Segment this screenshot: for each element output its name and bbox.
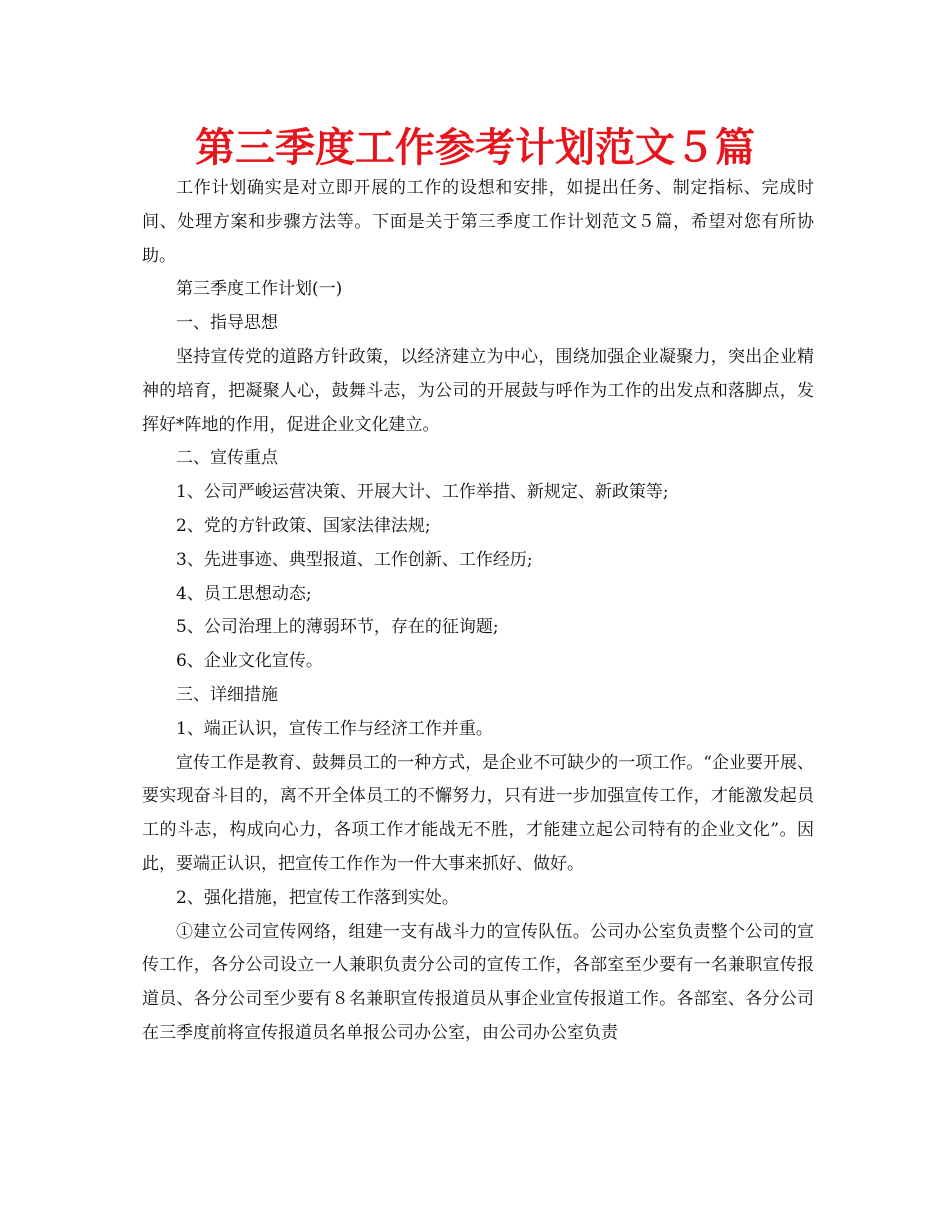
list-item: 4、员工思想动态; <box>176 583 312 604</box>
subsection-heading-2: 2、强化措施，把宣传工作落到实处。 <box>176 887 459 908</box>
paragraph-measure-2: ①建立公司宣传网络，组建一支有战斗力的宣传队伍。公司办公室负责整个公司的宣传工作，各分公司设立一人兼职负责分公司的宣传工作，各部室至少要有一名兼职宣传报道员、各分公司至少要有８名兼职宣传报道员从事企业宣传报道工作。各部室、各分公司在三季度前将宣传报道员名单报公司办公室，由公司办公室负责 <box>142 921 814 1043</box>
document-body <box>142 172 814 1051</box>
subsection-heading-1: 1、端正认识，宣传工作与经济工作并重。 <box>176 718 493 739</box>
section-heading-guiding-ideology: 一、指导思想 <box>176 313 278 334</box>
list-item: 1、公司严峻运营决策、开展大计、工作举措、新规定、新政策等; <box>176 482 669 503</box>
list-item: 3、先进事迹、典型报道、工作创新、工作经历; <box>176 549 533 570</box>
document-title: 第三季度工作参考计划范文５篇 <box>195 125 755 171</box>
list-item: 2、党的方针政策、国家法律法规; <box>176 515 431 536</box>
section-heading-plan-1: 第三季度工作计划(一) <box>176 279 343 300</box>
list-item: 5、公司治理上的薄弱环节，存在的征询题; <box>176 617 499 638</box>
section-heading-measures: 三、详细措施 <box>176 684 278 705</box>
paragraph-measure-1: 宣传工作是教育、鼓舞员工的一种方式，是企业不可缺少的一项工作。“企业要开展、要实现奋斗目的，离不开全体员工的不懈努力，只有进一步加强宣传工作，才能激发起员工的斗志，构成向心力，各项工作才能战无不胜，才能建立起公司特有的企业文化”。因此，要端正认识，把宣传工作作为一件大事来抓好、做好。 <box>142 752 814 874</box>
list-item: 6、企业文化宣传。 <box>176 651 323 672</box>
paragraph-intro: 工作计划确实是对立即开展的工作的设想和安排，如提出任务、制定指标、完成时间、处理方案和步骤方法等。下面是关于第三季度工作计划范文５篇，希望对您有所协助。 <box>142 178 814 266</box>
paragraph-guiding-ideology: 坚持宣传党的道路方针政策，以经济建立为中心，围绕加强企业凝聚力，突出企业精神的培育，把凝聚人心，鼓舞斗志，为公司的开展鼓与呼作为工作的出发点和落脚点，发挥好*阵地的作用，促进企业文化建立。 <box>142 346 814 435</box>
section-heading-publicity-focus: 二、宣传重点 <box>176 448 278 469</box>
